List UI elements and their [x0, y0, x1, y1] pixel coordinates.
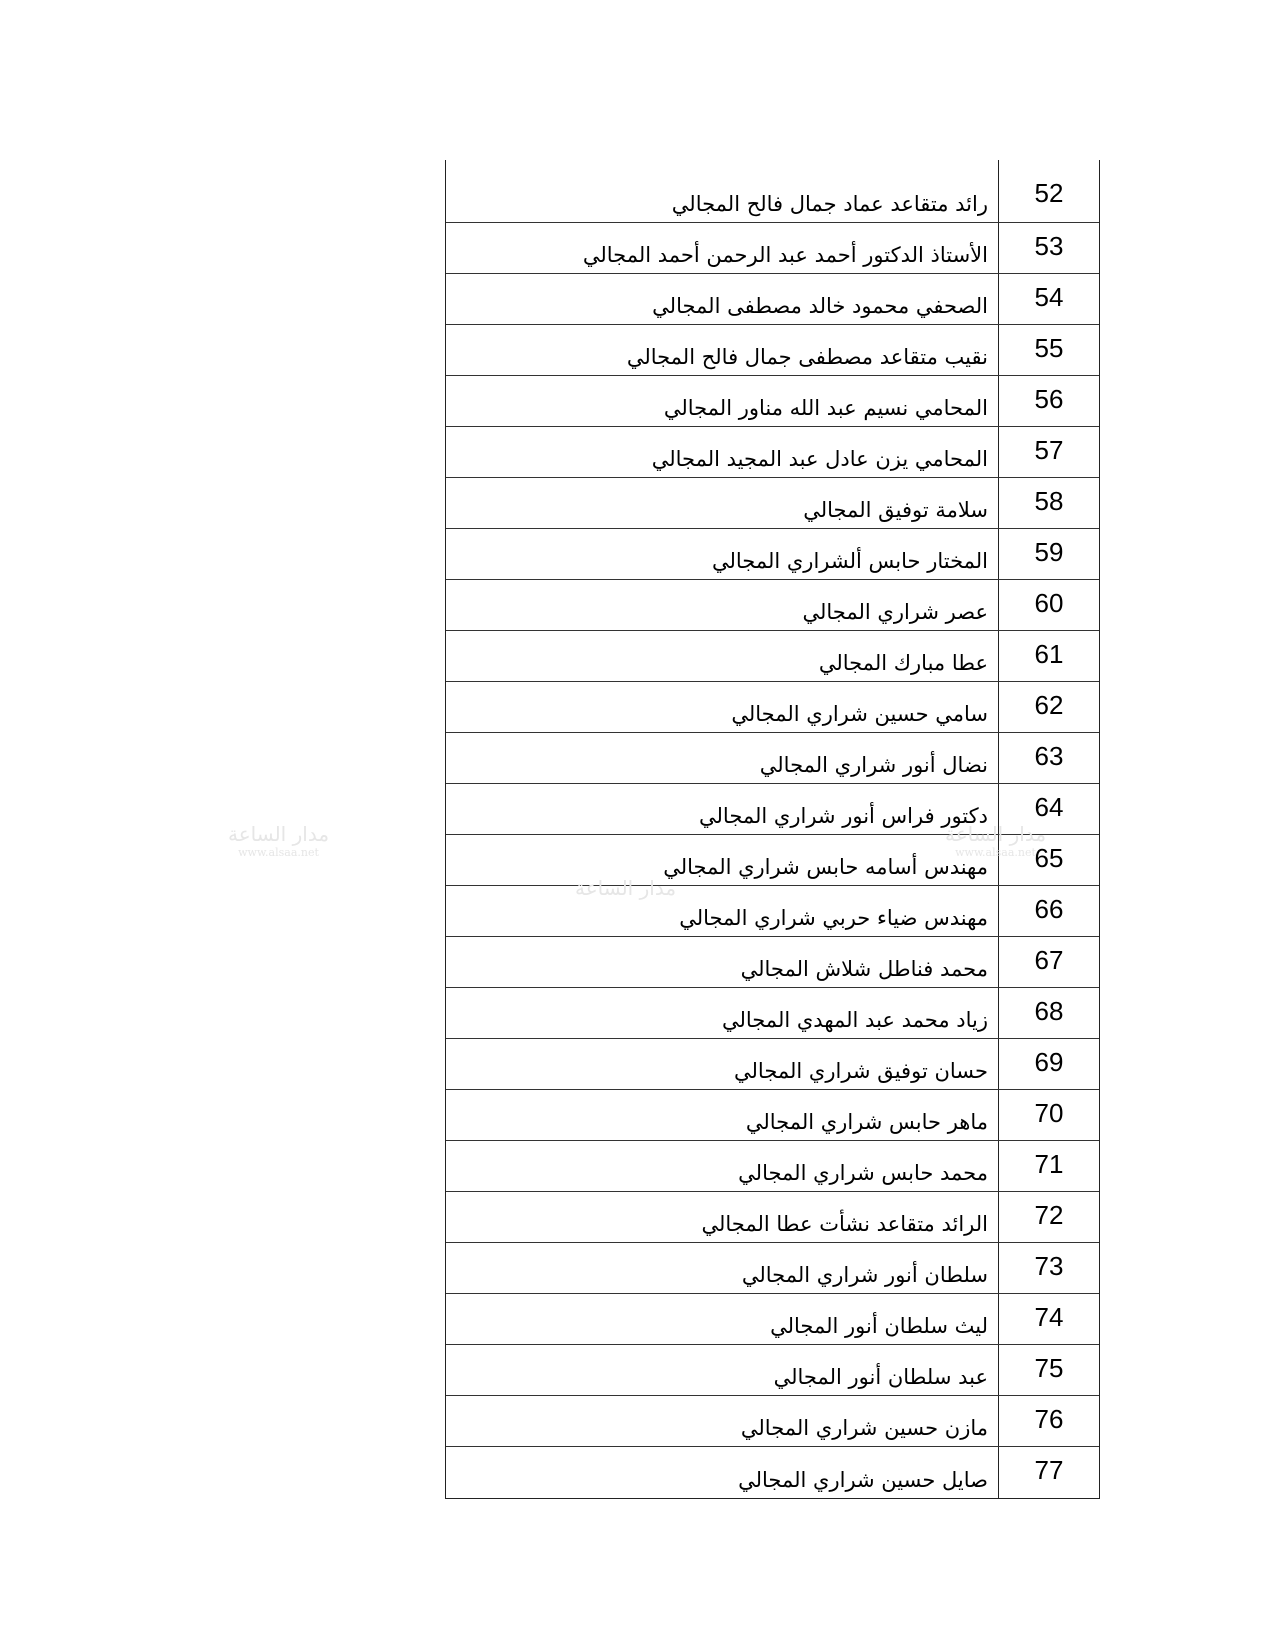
name-cell: حسان توفيق شراري المجالي [446, 1039, 999, 1089]
table-row [446, 1396, 1099, 1447]
table-row [446, 988, 1099, 1039]
watermark-text: مدار الساعة [575, 876, 677, 900]
name-cell: الصحفي محمود خالد مصطفى المجالي [446, 274, 999, 324]
number-cell: 66 [1034, 894, 1064, 924]
table-row [446, 1039, 1099, 1090]
name-cell: عطا مبارك المجالي [446, 631, 999, 681]
name-cell: ماهر حابس شراري المجالي [446, 1090, 999, 1140]
watermark-text: مدار الساعة [228, 822, 330, 846]
table-row [446, 1090, 1099, 1141]
name-cell: سلامة توفيق المجالي [446, 478, 999, 528]
name-cell: الرائد متقاعد نشأت عطا المجالي [446, 1192, 999, 1242]
number-cell: 61 [1034, 639, 1064, 669]
table-row [446, 1141, 1099, 1192]
table-row [446, 937, 1099, 988]
table-row [446, 835, 1099, 886]
name-cell: عبد سلطان أنور المجالي [446, 1345, 999, 1395]
number-cell: 67 [1034, 945, 1064, 975]
number-cell: 62 [1034, 690, 1064, 720]
table-row [446, 160, 1099, 223]
name-cell: محمد فناطل شلاش المجالي [446, 937, 999, 987]
name-cell: المحامي يزن عادل عبد المجيد المجالي [446, 427, 999, 477]
number-cell: 54 [1034, 282, 1064, 312]
number-cell: 71 [1034, 1149, 1064, 1179]
number-cell: 65 [1034, 843, 1064, 873]
name-cell: ليث سلطان أنور المجالي [446, 1294, 999, 1344]
name-cell: الأستاذ الدكتور أحمد عبد الرحمن أحمد المجالي [446, 223, 999, 273]
table-row [446, 478, 1099, 529]
number-cell: 55 [1034, 333, 1064, 363]
name-cell: رائد متقاعد عماد جمال فالح المجالي [446, 160, 999, 222]
number-cell: 68 [1034, 996, 1064, 1026]
number-cell: 60 [1034, 588, 1064, 618]
name-cell: نضال أنور شراري المجالي [446, 733, 999, 783]
number-cell: 53 [1034, 231, 1064, 261]
number-cell: 69 [1034, 1047, 1064, 1077]
name-cell: مهندس أسامه حابس شراري المجالي [446, 835, 999, 885]
table-row [446, 733, 1099, 784]
watermark-url: www.alsaa.net [955, 846, 1036, 859]
name-cell: عصر شراري المجالي [446, 580, 999, 630]
table-row [446, 274, 1099, 325]
watermark-url: www.alsaa.net [238, 846, 319, 859]
name-cell: نقيب متقاعد مصطفى جمال فالح المجالي [446, 325, 999, 375]
number-cell: 77 [1034, 1455, 1064, 1485]
number-cell: 58 [1034, 486, 1064, 516]
number-cell: 72 [1034, 1200, 1064, 1230]
table-row [446, 682, 1099, 733]
names-table [445, 160, 1100, 1499]
name-cell: دكتور فراس أنور شراري المجالي [446, 784, 999, 834]
number-cell: 57 [1034, 435, 1064, 465]
table-row [446, 1294, 1099, 1345]
number-cell: 64 [1034, 792, 1064, 822]
number-cell: 59 [1034, 537, 1064, 567]
number-cell: 63 [1034, 741, 1064, 771]
name-cell: المحامي نسيم عبد الله مناور المجالي [446, 376, 999, 426]
watermark-text: مدار الساعة [945, 822, 1047, 846]
table-row [446, 325, 1099, 376]
number-cell: 70 [1034, 1098, 1064, 1128]
number-cell: 56 [1034, 384, 1064, 414]
watermark [228, 822, 329, 859]
table-row [446, 376, 1099, 427]
table-row [446, 784, 1099, 835]
name-cell: سامي حسين شراري المجالي [446, 682, 999, 732]
table-row [446, 580, 1099, 631]
number-cell: 76 [1034, 1404, 1064, 1434]
table-row [446, 1447, 1099, 1498]
name-cell: محمد حابس شراري المجالي [446, 1141, 999, 1191]
table-row [446, 1345, 1099, 1396]
name-cell: زياد محمد عبد المهدي المجالي [446, 988, 999, 1038]
name-cell: مهندس ضياء حربي شراري المجالي [446, 886, 999, 936]
table-row [446, 631, 1099, 682]
number-cell: 74 [1034, 1302, 1064, 1332]
name-cell: المختار حابس ألشراري المجالي [446, 529, 999, 579]
name-cell: مازن حسين شراري المجالي [446, 1396, 999, 1446]
table-row [446, 1192, 1099, 1243]
number-cell: 73 [1034, 1251, 1064, 1281]
table-row [446, 1243, 1099, 1294]
number-cell: 75 [1034, 1353, 1064, 1383]
table-row [446, 529, 1099, 580]
table-row [446, 223, 1099, 274]
name-cell: صايل حسين شراري المجالي [446, 1447, 999, 1498]
table-row [446, 427, 1099, 478]
name-cell: سلطان أنور شراري المجالي [446, 1243, 999, 1293]
table-row [446, 886, 1099, 937]
number-cell: 52 [1034, 178, 1064, 208]
